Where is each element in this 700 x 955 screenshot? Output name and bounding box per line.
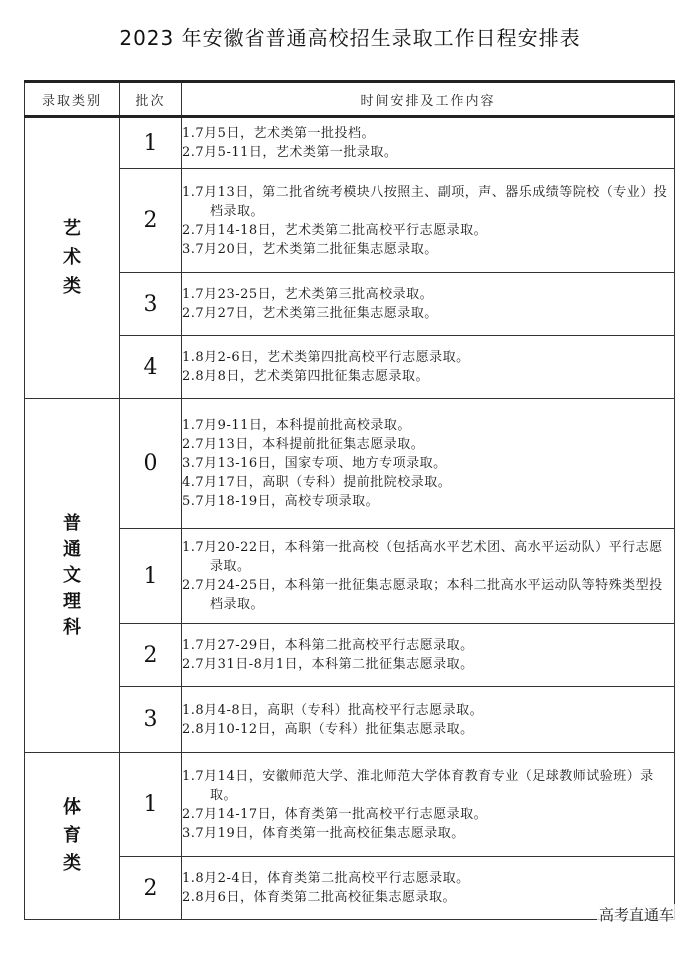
category-cell xyxy=(25,117,120,399)
table-row xyxy=(25,273,675,336)
batch-number: 1 xyxy=(120,117,182,169)
schedule-item: 1.7月14日，安徽师范大学、淮北师范大学体育教育专业（足球教师试验班）录取。 xyxy=(182,768,654,803)
category-label-char: 普 xyxy=(63,512,81,534)
schedule-content xyxy=(182,753,675,857)
batch-number: 2 xyxy=(120,624,182,687)
schedule-content xyxy=(182,336,675,399)
schedule-item: 2.7月31日-8月1日，本科第二批征集志愿录取。 xyxy=(182,657,474,672)
schedule-item: 2.7月14-17日，体育类第一批高校平行志愿录取。 xyxy=(182,806,488,822)
schedule-item: 1.7月23-25日，艺术类第三批高校录取。 xyxy=(182,287,434,302)
schedule-content xyxy=(182,529,675,624)
schedule-item: 3.7月20日，艺术类第二批征集志愿录取。 xyxy=(182,241,438,257)
schedule-item: 2.7月5-11日，艺术类第一批录取。 xyxy=(182,145,398,160)
batch-number: 4 xyxy=(120,336,182,399)
schedule-item: 2.7月14-18日，艺术类第二批高校平行志愿录取。 xyxy=(182,222,488,238)
category-label-char: 理 xyxy=(63,590,81,612)
header-category: 录取类别 xyxy=(25,82,120,117)
table-row xyxy=(25,399,675,529)
table-row xyxy=(25,753,675,857)
schedule-content xyxy=(182,169,675,273)
category-cell xyxy=(25,399,120,753)
schedule-item: 2.8月8日，艺术类第四批征集志愿录取。 xyxy=(182,369,429,384)
page-title: 2023 年安徽省普通高校招生录取工作日程安排表 xyxy=(119,26,581,50)
category-label-char: 类 xyxy=(63,853,81,874)
schedule-content xyxy=(182,117,675,169)
schedule-item: 1.7月9-11日，本科提前批高校录取。 xyxy=(182,418,411,433)
schedule-content xyxy=(182,273,675,336)
table-row xyxy=(25,117,675,169)
schedule-item: 2.8月6日，体育类第二批高校征集志愿录取。 xyxy=(182,890,456,905)
schedule-item: 1.7月5日，艺术类第一批投档。 xyxy=(182,126,375,141)
batch-number: 2 xyxy=(120,169,182,273)
schedule-item: 2.7月13日，本科提前批征集志愿录取。 xyxy=(182,437,425,452)
schedule-content xyxy=(182,687,675,753)
category-label-char: 科 xyxy=(63,616,81,638)
category-label-char: 术 xyxy=(63,247,81,268)
category-label-char: 文 xyxy=(63,564,81,586)
schedule-item: 5.7月18-19日，高校专项录取。 xyxy=(182,494,380,509)
schedule-table xyxy=(24,80,675,920)
table-row xyxy=(25,687,675,753)
schedule-item: 2.7月27日，艺术类第三批征集志愿录取。 xyxy=(182,306,438,321)
category-label-char: 类 xyxy=(63,276,81,297)
batch-number: 2 xyxy=(120,857,182,920)
watermark: 高考直通车 xyxy=(598,906,674,924)
header-batch: 批次 xyxy=(120,82,182,117)
schedule-item: 2.7月24-25日，本科第一批征集志愿录取；本科二批高水平运动队等特殊类型投档录取。 xyxy=(182,578,663,612)
table-row xyxy=(25,624,675,687)
schedule-item: 1.8月2-6日，艺术类第四批高校平行志愿录取。 xyxy=(182,350,470,365)
category-label-char: 体 xyxy=(63,797,81,818)
schedule-item: 3.7月13-16日，国家专项、地方专项录取。 xyxy=(182,456,447,471)
table-row xyxy=(25,336,675,399)
schedule-item: 2.8月10-12日，高职（专科）批征集志愿录取。 xyxy=(182,721,474,737)
schedule-item: 1.7月13日，第二批省统考模块八按照主、副项，声、器乐成绩等院校（专业）投档录取。 xyxy=(182,184,668,219)
schedule-item: 1.7月20-22日，本科第一批高校（包括高水平艺术团、高水平运动队）平行志愿录取。 xyxy=(182,540,663,574)
category-label-char: 艺 xyxy=(63,218,81,239)
batch-number: 0 xyxy=(120,399,182,529)
category-label-char: 育 xyxy=(63,825,81,846)
batch-number: 1 xyxy=(120,529,182,624)
schedule-content xyxy=(182,624,675,687)
batch-number: 3 xyxy=(120,687,182,753)
schedule-item: 4.7月17日，高职（专科）提前批院校录取。 xyxy=(182,475,452,490)
category-label-char: 通 xyxy=(63,538,81,560)
table-row xyxy=(25,857,675,920)
category-cell xyxy=(25,753,120,920)
table-row xyxy=(25,169,675,273)
schedule-item: 1.7月27-29日，本科第二批高校平行志愿录取。 xyxy=(182,638,474,653)
schedule-content xyxy=(182,399,675,529)
table-row xyxy=(25,529,675,624)
header-content: 时间安排及工作内容 xyxy=(182,82,675,117)
schedule-item: 1.8月2-4日，体育类第二批高校平行志愿录取。 xyxy=(182,871,470,886)
batch-number: 1 xyxy=(120,753,182,857)
schedule-item: 1.8月4-8日，高职（专科）批高校平行志愿录取。 xyxy=(182,702,484,718)
batch-number: 3 xyxy=(120,273,182,336)
schedule-item: 3.7月19日，体育类第一批高校征集志愿录取。 xyxy=(182,825,465,841)
